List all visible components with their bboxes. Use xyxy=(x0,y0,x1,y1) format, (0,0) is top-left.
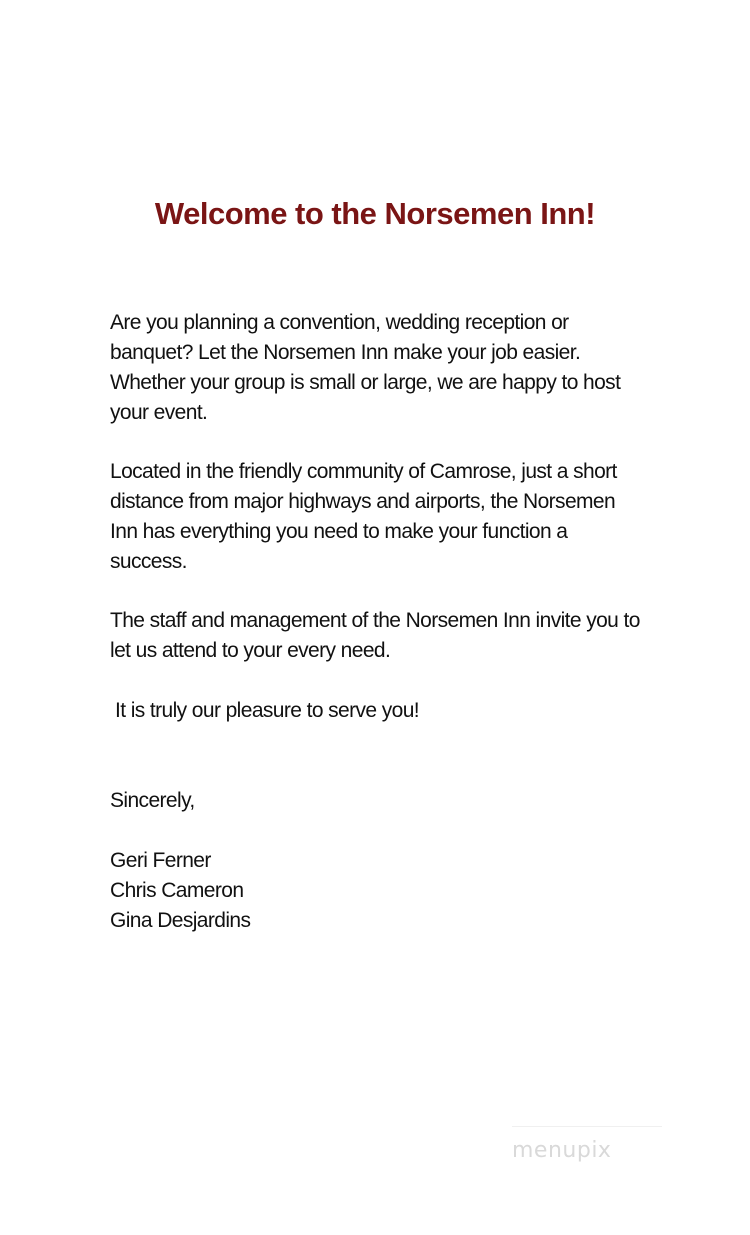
signatory-list xyxy=(110,846,510,936)
closing-salutation: Sincerely, xyxy=(110,789,195,812)
signatory-name: Gina Desjardins xyxy=(110,909,251,932)
watermark-logo: menupix xyxy=(512,1138,612,1163)
page-title: Welcome to the Norsemen Inn! xyxy=(154,196,596,231)
location-paragraph: Located in the friendly community of Camrose, just a short distance from major highways and airports, the Norsemen Inn has everything you need to make your function a success. xyxy=(110,460,617,573)
signatory-name: Geri Ferner xyxy=(110,849,211,872)
intro-paragraph: Are you planning a convention, wedding reception or banquet? Let the Norsemen Inn make your job easier. Whether your group is small or large, we are happy to host your event. xyxy=(110,311,621,424)
pleasure-paragraph: It is truly our pleasure to serve you! xyxy=(115,699,420,722)
staff-paragraph: The staff and management of the Norsemen Inn invite you to let us attend to your every need. xyxy=(110,609,640,662)
signatory-name: Chris Cameron xyxy=(110,879,244,902)
watermark-divider xyxy=(512,1126,662,1127)
